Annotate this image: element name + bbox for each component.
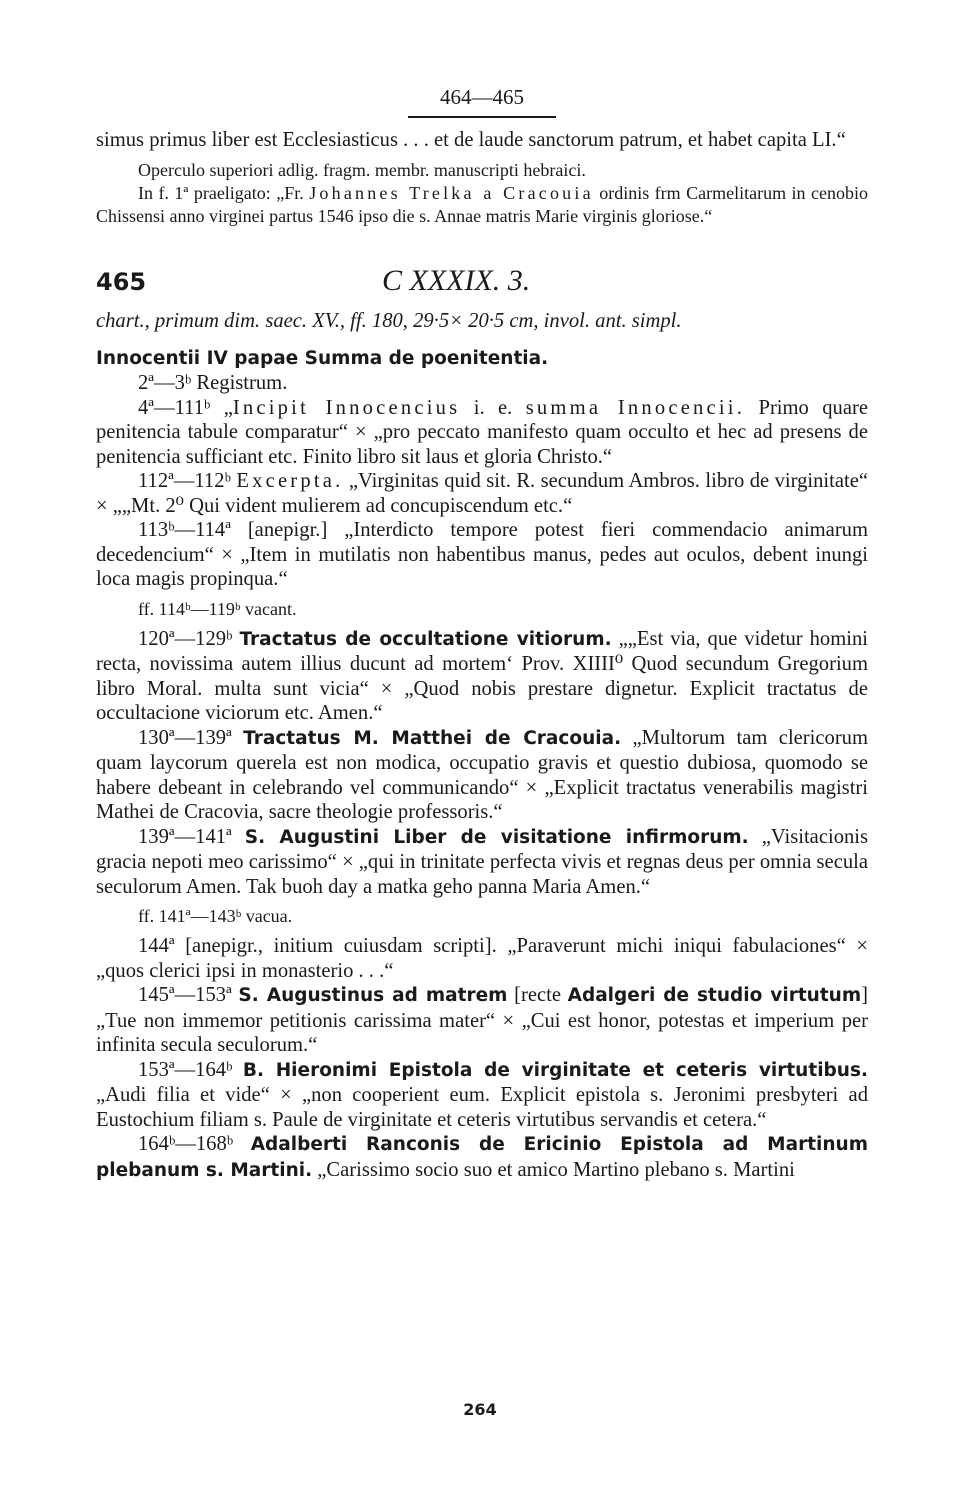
item-ranconis-folio: 164ᵇ—168ᵇ [138,1133,251,1155]
item-matthei-folio: 130ª—139ª [138,726,244,749]
item-augustini [96,825,868,900]
entry-title-text: Innocentii IV papae Summa de poenitentia. [96,347,549,369]
provenance-note [96,182,868,228]
item-vacant: ff. 114ᵇ—119ᵇ vacant. [138,598,297,619]
item-vacua: ff. 141ª—143ᵇ vacua. [138,906,293,926]
item-anepigr-1: 113ᵇ—114ª [anepigr.] „Interdicto tempore potest fieri commendacio animarum decedencium“ × „Item in mutilatis non habentibus manus, pedes aut oculos, debent inungi loca magis propinqua.“ [96,519,868,590]
page-number: 264 [463,1400,497,1419]
provenance-name: Johannes Trelka a Cracouia [309,182,594,203]
item-ad-matrem-title: S. Augustinus ad matrem [238,985,508,1006]
item-hieronimi-title: B. Hieronimi Epistola de virginitate et ceteris virtutibus. [242,1059,868,1081]
item-occultatione [96,627,868,726]
provenance-note-end: ordinis frm Carmelitarum in cenobio Chissensi anno virginei partus 1546 ipso die s. Annae matris Marie virginis gloriose.“ [96,182,868,226]
item-occultatione-text: „„Est via, que videtur homini recta, novissima autem illius ducunt ad mortem‘ Prov. XIIII⁰ Quod secundum Gregorium libro Moral. multa sunt vicia“ × „Quod nobis prestare dignetur. Explicit tractatus de occultacione viciorum etc. Amen.“ [96,627,868,724]
continuation-text: simus primus liber est Ecclesiasticus . . . et de laude sanctorum patrum, et habet capita LI.“ [96,129,846,151]
item-summa-incipit: Incipit Innocencius [232,396,461,419]
item-ad-matrem-mid: [recte [507,984,568,1006]
item-summa-mid: i. e. [460,396,526,419]
item-excerpta-label: Excerpta. [236,470,344,492]
item-ranconis [96,1132,868,1183]
item-summa-text: Primo quare penitencia tabule comparatur“ × „pro peccato manifesto quam occulto et hec ad presens de penitencia sufficiant etc. Finito libro sit laus et gloria Christo.“ [96,396,868,468]
item-ranconis-title: Adalberti Ranconis de Ericinio Epistola ad Martinum plebanum s. Martini. [96,1134,868,1181]
item-excerpta-text: „Virginitas quid sit. R. secundum Ambros. libro de virginitate“ × „„Mt. 2⁰ Qui vident mulierem ad concupiscendum etc.“ [96,470,868,517]
item-hieronimi [96,1058,868,1133]
item-hieronimi-folio: 153ª—164ᵇ [138,1058,243,1081]
item-matthei [96,726,868,825]
item-augustini-title: S. Augustini Liber de visitatione infirmorum. [244,826,749,848]
item-summa [96,396,868,470]
entry-signature: C XXXIX. 3. [382,263,531,297]
entry-number: 465 [96,267,147,296]
header-rule [408,116,556,118]
item-ranconis-text: „Carissimo socio suo et amico Martino plebano s. Martini [312,1158,795,1181]
item-summa-title: summa Innocencii. [525,396,746,419]
item-registrum: 2ª—3ᵇ Registrum. [138,372,288,394]
item-summa-folio: 4ª—111ᵇ „ [138,396,233,419]
provenance-note-start: In f. 1ª praeligato: „Fr. [138,182,310,203]
item-excerpta-folio: 112ª—112ᵇ [138,470,237,492]
item-ad-matrem [96,983,868,1058]
item-ad-matrem-text: ] „Tue non immemor petitionis carissima mater“ × „Cui est honor, potestas et imperium per infinita secula seculorum.“ [96,984,868,1056]
item-ad-matrem-folio: 145ª—153ª [138,984,239,1006]
item-matthei-title: Tractatus M. Matthei de Cracouia. [243,727,622,749]
item-excerpta [96,469,868,518]
document-page [96,84,868,1183]
item-occultatione-title: Tractatus de occultatione vitiorum. [239,628,612,650]
item-augustini-folio: 139ª—141ª [138,825,245,848]
binding-note: Operculo superiori adlig. fragm. membr. manuscripti hebraici. [138,159,586,180]
item-hieronimi-text: „Audi filia et vide“ × „non cooperient eum. Explicit epistola s. Jeronimi presbyteri ad Eustochium filiam s. Paule de virginitate et ceteris virtutibus servandis et cetera.“ [96,1084,868,1131]
running-header: 464—465 [440,85,524,109]
entry-description: chart., primum dim. saec. XV., ff. 180, 29·5× 20·5 cm, invol. ant. simpl. [96,309,682,332]
item-anepigr-2: 144ª [anepigr., initium cuiusdam scripti]. „Paraverunt michi iniqui fabulaciones“ × „quos clerici ipsi in monasterio . . .“ [96,935,868,982]
item-occultatione-folio: 120ª—129ᵇ [138,627,240,650]
item-matthei-text: „Multorum tam clericorum quam laycorum querela est non modica, occupatio gravis et questio dubiosa, quomodo se habere debeant in celebrando vel communicando“ × „Explicit tractatus venerabilis magistri Mathei de Cracovia, sacre theologie professoris.“ [96,726,868,823]
entry-title [96,346,868,372]
item-ad-matrem-recte: Adalgeri de studio virtutum [567,985,862,1006]
item-augustini-text: „Visitacionis gracia nepoti meo carissimo“ × „qui in trinitate perfecta vivis et regnas deus per omnia secula seculorum Amen. Tak buoh day a matka geho panna Maria Amen.“ [96,825,869,898]
entry-header [96,264,868,298]
